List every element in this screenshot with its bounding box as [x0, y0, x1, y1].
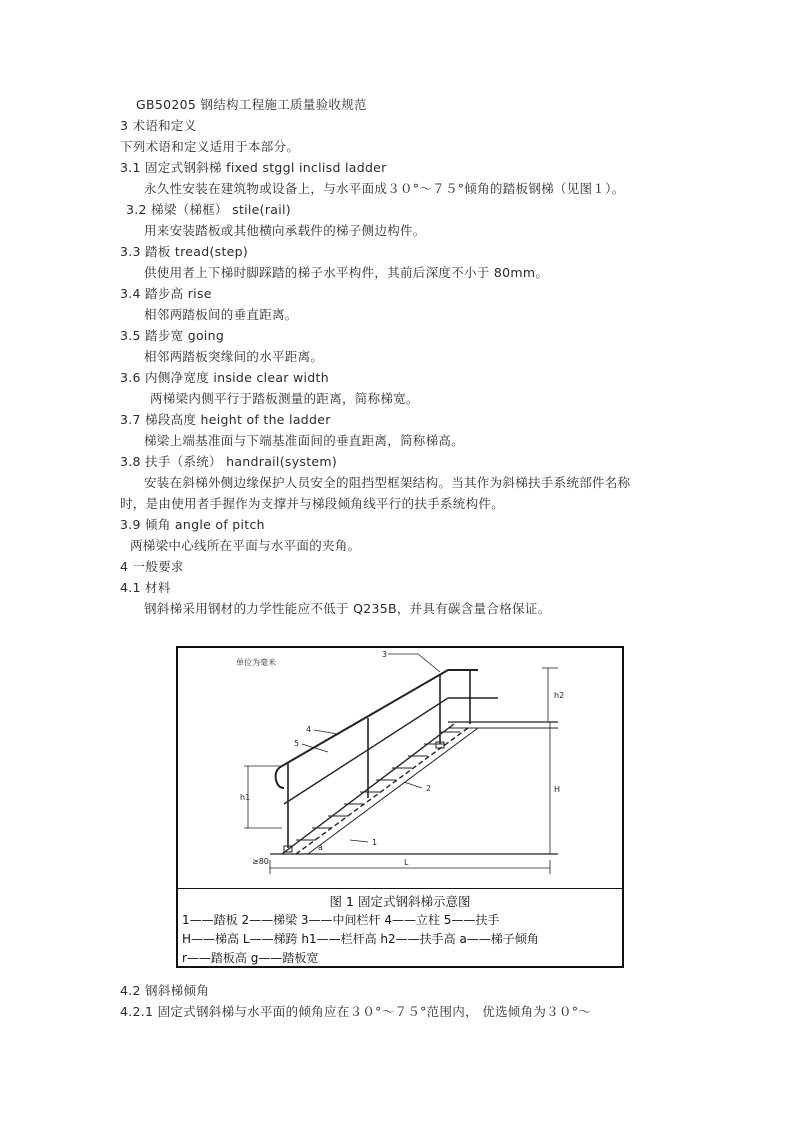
doc-header: GB50205 钢结构工程施工质量验收规范 [136, 97, 367, 112]
term-3-1: 3.1 固定式钢斜梯 fixed stggl inclisd ladder [120, 160, 387, 175]
dim-min80: ≥80 [252, 857, 269, 866]
dim-angle: a [318, 843, 323, 852]
subsection-4-1: 4.1 材料 [120, 580, 171, 595]
figure-divider [178, 888, 622, 889]
callout-4: 4 [306, 725, 312, 734]
section-3-title: 3 术语和定义 [120, 118, 197, 133]
definition-3-9: 两梯梁中心线所在平面与水平面的夹角。 [130, 538, 361, 553]
term-3-9: 3.9 倾角 angle of pitch [120, 517, 265, 532]
definition-3-4: 相邻两踏板间的垂直距离。 [144, 307, 298, 322]
term-3-3: 3.3 踏板 tread(step) [120, 244, 249, 259]
unit-label: 单位为毫米 [236, 658, 276, 667]
paragraph-4-2-1: 4.2.1 固定式钢斜梯与水平面的倾角应在３０°～７５°范围内， 优选倾角为３０°～ [120, 1004, 592, 1019]
term-3-6: 3.6 内侧净宽度 inside clear width [120, 370, 329, 385]
term-3-8: 3.8 扶手（系统） handrail(system) [120, 454, 338, 469]
definition-3-1: 永久性安装在建筑物或设备上，与水平面成３０°～７５°倾角的踏板钢梯（见图１）。 [144, 181, 625, 196]
callout-1: 1 [372, 838, 378, 847]
term-3-4: 3.4 踏步高 rise [120, 286, 212, 301]
figure-legend-line-3: r——踏板高 g——踏板宽 [182, 951, 319, 965]
term-3-7: 3.7 梯段高度 height of the ladder [120, 412, 331, 427]
callout-5: 5 [294, 739, 300, 748]
dim-H: H [554, 785, 561, 794]
term-3-5: 3.5 踏步宽 going [120, 328, 225, 343]
figure-legend-line-2: H——梯高 L——梯跨 h1——栏杆高 h2——扶手高 a——梯子倾角 [182, 932, 539, 946]
callout-3: 3 [382, 650, 388, 659]
figure-legend-line-1: 1——踏板 2——梯梁 3——中间栏杆 4——立柱 5——扶手 [182, 913, 500, 927]
ladder-diagram [178, 648, 622, 886]
dim-h1: h1 [240, 793, 251, 802]
definition-3-8: 安装在斜梯外侧边缘保护人员安全的阻挡型框架结构。当其作为斜梯扶手系统部件名称 [144, 475, 631, 490]
term-3-2: 3.2 梯梁（梯框） stile(rail) [126, 202, 291, 217]
definition-3-2: 用来安装踏板或其他横向承载件的梯子侧边构件。 [144, 223, 426, 238]
figure-caption: 图 1 固定式钢斜梯示意图 [329, 894, 471, 909]
definition-3-3: 供使用者上下梯时脚踩踏的梯子水平构件，其前后深度不小于 80mm。 [144, 265, 549, 280]
subsection-4-2: 4.2 钢斜梯倾角 [120, 983, 210, 998]
section-4-title: 4 一般要求 [120, 559, 184, 574]
definition-3-5: 相邻两踏板突缘间的水平距离。 [144, 349, 324, 364]
figure-1 [176, 646, 624, 968]
definition-3-8-cont: 时，是由使用者手握作为支撑并与梯段倾角线平行的扶手系统构件。 [120, 496, 505, 511]
dim-L: L [404, 858, 409, 867]
definition-3-6: 两梯梁内侧平行于踏板测量的距离，简称梯宽。 [150, 391, 419, 406]
paragraph-4-1: 钢斜梯采用钢材的力学性能应不低于 Q235B，并具有碳含量合格保证。 [144, 601, 551, 616]
paragraph: 下列术语和定义适用于本部分。 [120, 139, 300, 154]
callout-2: 2 [426, 784, 432, 793]
dim-h2: h2 [554, 691, 565, 700]
definition-3-7: 梯梁上端基准面与下端基准面间的垂直距离，简称梯高。 [144, 433, 465, 448]
